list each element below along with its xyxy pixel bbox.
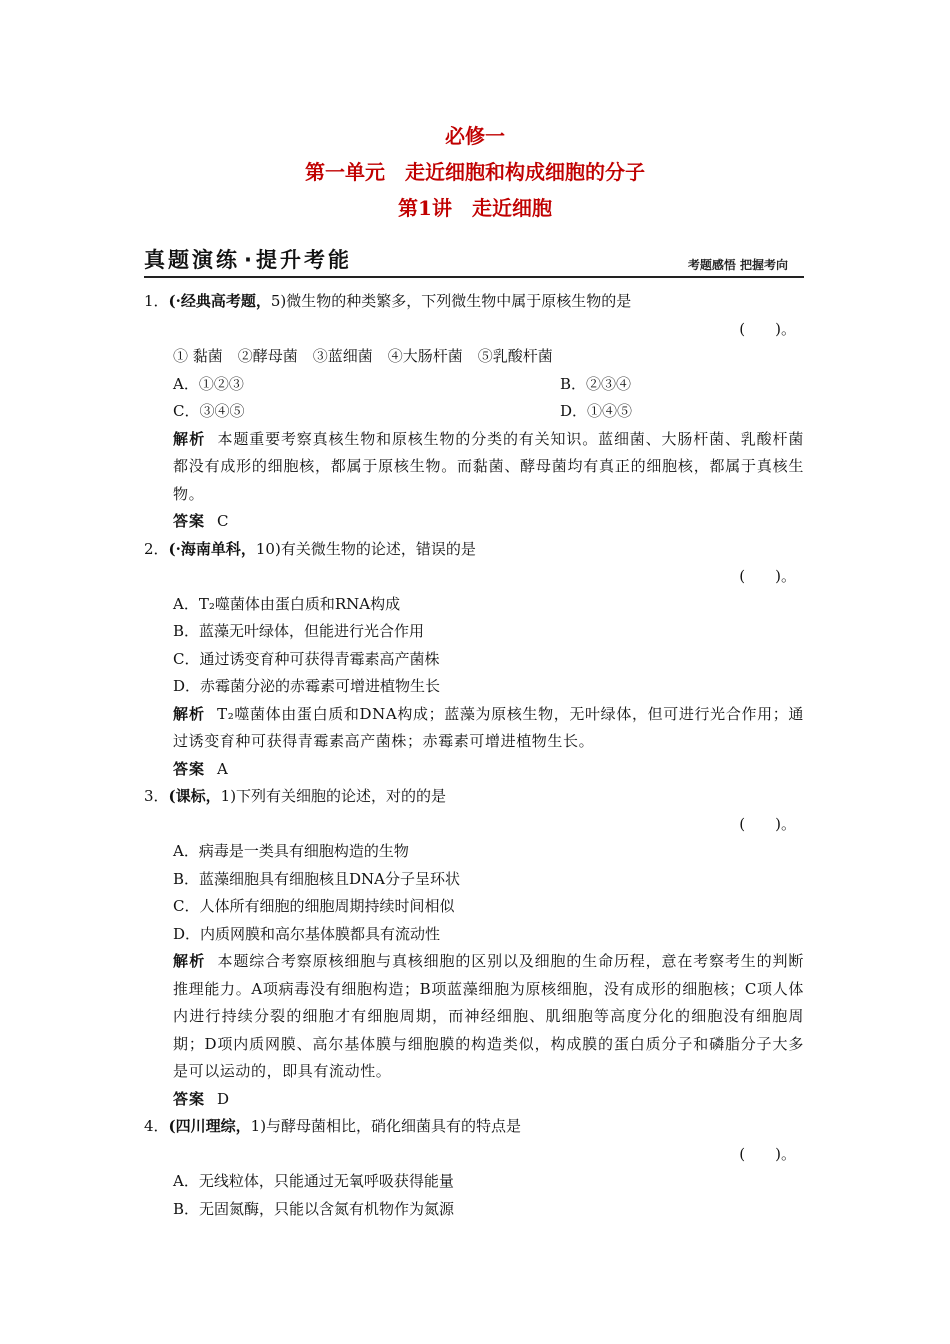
option-a: A．无线粒体，只能通过无氧呼吸获得能量: [173, 1172, 454, 1190]
answer-label: 答案: [173, 1089, 206, 1108]
explanation-label: 解析: [173, 704, 206, 723]
question-source: (·经典高考题，: [168, 292, 271, 310]
option-a: A．T₂噬菌体由蛋白质和RNA构成: [173, 594, 401, 613]
explanation: [144, 948, 804, 1086]
option-c: C．人体所有细胞的细胞周期持续时间相似: [173, 897, 455, 915]
question-number: 2．: [144, 539, 169, 558]
question-stem: [144, 1113, 804, 1141]
option-row: [144, 398, 804, 426]
question-text: 1)下列有关细胞的论述，对的的是: [220, 787, 447, 805]
question-number: 4．: [144, 1117, 169, 1135]
option-a: A．①②③: [173, 374, 244, 393]
option-b: B．②③④: [560, 374, 632, 393]
explanation-text: 本题综合考察原核细胞与真核细胞的区别以及细胞的生命历程，意在考察考生的判断推理能力。A项病毒没有细胞构造；B项蓝藻细胞为原核细胞，没有成形的细胞核；C项人体内进行持续分裂的细胞才有细胞周期，而神经细胞、肌细胞等高度分化的细胞没有细胞周期；D项内质网膜、高尔基体膜与细胞膜的构造类似，构成膜的蛋白质分子和磷脂分子大多是可以运动的，即具有流动性。: [173, 952, 804, 1080]
question-number: 1．: [144, 292, 169, 310]
option-c: C．③④⑤: [173, 402, 245, 420]
answer-value: C: [217, 512, 229, 530]
option-b: B．无固氮酶，只能以含氮有机物作为氮源: [173, 1199, 455, 1218]
explanation-label: 解析: [173, 952, 206, 970]
question-stem: [144, 783, 804, 811]
banner-heading-left: 真题演练: [144, 248, 240, 272]
lecture-title: 第1讲 走近细胞: [398, 196, 552, 220]
title-block: [0, 118, 950, 226]
answer-parentheses: ( )。: [739, 567, 796, 585]
explanation-label: 解析: [173, 429, 206, 448]
question-text: 1)与酵母菌相比，硝化细菌具有的特点是: [250, 1117, 522, 1135]
option-b: B．蓝藻无叶绿体，但能进行光合作用: [173, 622, 425, 640]
answer-value: D: [217, 1089, 230, 1108]
answer: [144, 508, 804, 536]
answer: [144, 1086, 804, 1114]
unit-title: 第一单元 走近细胞和构成细胞的分子: [305, 160, 645, 184]
option-d: D．赤霉菌分泌的赤霉素可增进植物生长: [173, 677, 441, 695]
answer-parentheses: ( )。: [739, 814, 796, 833]
option-b: B．蓝藻细胞具有细胞核且DNA分子呈环状: [173, 869, 461, 888]
explanation: [144, 701, 804, 756]
question-3: [144, 783, 804, 1113]
question-2: [144, 536, 804, 784]
answer-value: A: [217, 759, 228, 778]
banner-heading: [144, 244, 352, 274]
question-source: (四川理综，: [168, 1117, 251, 1135]
section-banner: [144, 246, 804, 278]
book-title: 必修一: [445, 124, 505, 148]
question-4: [144, 1113, 804, 1223]
explanation: [144, 426, 804, 509]
question-list: [144, 288, 804, 1223]
option-a: A．病毒是一类具有细胞构造的生物: [173, 842, 409, 860]
question-text: 10)有关微生物的论述，错误的是: [255, 539, 476, 558]
question-source: (课标，: [168, 787, 221, 805]
question-source: (·海南单科，: [168, 539, 256, 558]
banner-dot: ·: [244, 248, 252, 272]
question-text: 5)微生物的种类繁多，下列微生物中属于原核生物的是: [270, 292, 632, 310]
answer-label: 答案: [173, 759, 206, 778]
banner-subtitle: 考题感悟 把握考向: [687, 258, 788, 272]
banner-heading-right: 提升考能: [255, 248, 352, 272]
option-d: D．①④⑤: [560, 402, 633, 420]
option-c: C．通过诱变育种可获得青霉素高产菌株: [173, 649, 440, 668]
question-stem: [144, 288, 804, 316]
question-1: [144, 288, 804, 536]
option-d: D．内质网膜和高尔基体膜都具有流动性: [173, 924, 441, 943]
explanation-text: 本题重要考察真核生物和原核生物的分类的有关知识。蓝细菌、大肠杆菌、乳酸杆菌都没有成形的细胞核，都属于原核生物。而黏菌、酵母菌均有真正的细胞核，都属于真核生物。: [173, 429, 804, 503]
answer-parentheses: ( )。: [739, 319, 796, 338]
question-number: 3．: [144, 787, 169, 805]
option-row: [144, 371, 804, 399]
answer-label: 答案: [173, 512, 206, 530]
answer-parentheses: ( )。: [739, 1144, 796, 1163]
answer: [144, 756, 804, 784]
item-list: ① 黏菌 ②酵母菌 ③蓝细菌 ④大肠杆菌 ⑤乳酸杆菌: [173, 347, 553, 365]
question-stem: [144, 536, 804, 564]
explanation-text: T₂噬菌体由蛋白质和DNA构成；蓝藻为原核生物，无叶绿体，但可进行光合作用；通过诱变育种可获得青霉素高产菌株；赤霉素可增进植物生长。: [173, 704, 804, 750]
